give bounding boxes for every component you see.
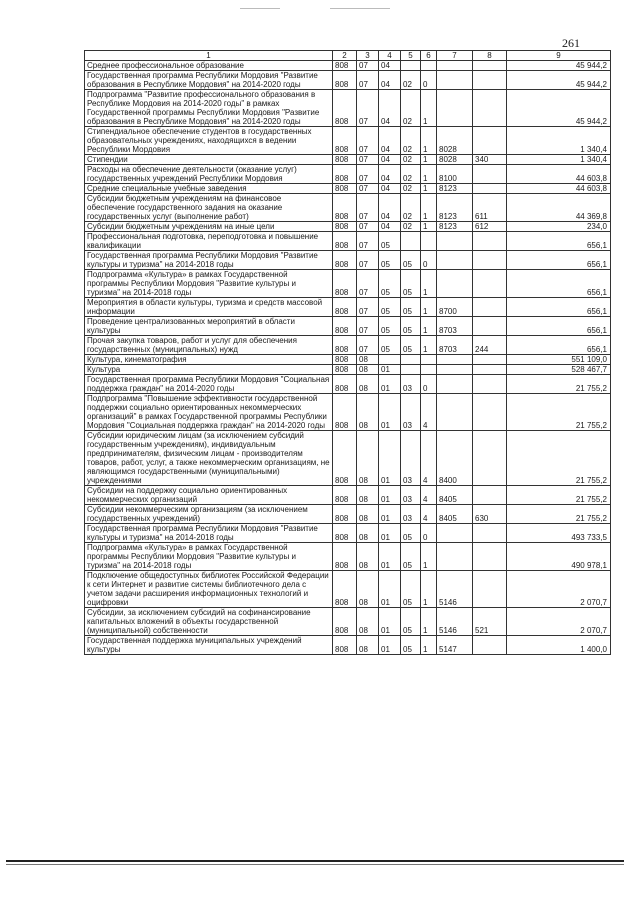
expense-type-code [473,543,507,571]
amount: 234,0 [507,222,611,232]
program-code: 02 [401,184,421,194]
section-code: 07 [357,90,379,127]
target-item-code: 8100 [437,165,473,184]
row-name: Стипендии [85,155,333,165]
expense-type-code [473,90,507,127]
expense-type-code: 612 [473,222,507,232]
section-code: 08 [357,431,379,486]
section-code: 07 [357,184,379,194]
amount: 528 467,7 [507,365,611,375]
expense-type-code [473,355,507,365]
target-item-code [437,90,473,127]
admin-code: 808 [333,505,357,524]
target-item-code: 8028 [437,155,473,165]
section-code: 07 [357,194,379,222]
section-code: 07 [357,270,379,298]
subsection-code: 01 [379,486,401,505]
program-code: 02 [401,222,421,232]
amount: 44 369,8 [507,194,611,222]
expense-type-code: 340 [473,155,507,165]
amount: 656,1 [507,317,611,336]
table-row [85,155,611,165]
admin-code: 808 [333,298,357,317]
page-number: 261 [562,36,580,50]
header-cell: 4 [379,51,401,61]
section-code: 07 [357,165,379,184]
target-item-code: 8123 [437,184,473,194]
admin-code: 808 [333,194,357,222]
amount: 656,1 [507,298,611,317]
subsection-code: 04 [379,165,401,184]
row-name: Подпрограмма «Культура» в рамках Государственной программы Республики Мордовия "Развитие культуры и туризма" на 2014-2018 годы [85,270,333,298]
row-name: Культура, кинематография [85,355,333,365]
subprogram-code: 1 [421,270,437,298]
amount: 2 070,7 [507,608,611,636]
admin-code: 808 [333,184,357,194]
admin-code: 808 [333,61,357,71]
program-code [401,232,421,251]
row-name: Субсидии юридическим лицам (за исключением субсидий государственным учреждениям), индивидуальным предпринимателям, физическим лицам - производителям товаров, работ, услуг, а также некоммерческим организациям, не являющимся государственными (муниципальными) учреждениями [85,431,333,486]
subprogram-code: 1 [421,194,437,222]
row-name: Государственная программа Республики Мордовия "Социальная поддержка граждан" на 2014-2020 годы [85,375,333,394]
section-code: 07 [357,222,379,232]
expense-type-code [473,298,507,317]
table-row [85,608,611,636]
subprogram-code: 1 [421,90,437,127]
admin-code: 808 [333,608,357,636]
table-row [85,505,611,524]
subsection-code: 04 [379,155,401,165]
admin-code: 808 [333,222,357,232]
subprogram-code: 1 [421,317,437,336]
program-code: 03 [401,505,421,524]
expense-type-code: 521 [473,608,507,636]
expense-type-code [473,365,507,375]
target-item-code: 8405 [437,486,473,505]
scan-mark [330,8,390,9]
subprogram-code: 1 [421,636,437,655]
admin-code: 808 [333,232,357,251]
footer-rule-thin [6,864,624,865]
target-item-code [437,71,473,90]
subprogram-code: 4 [421,394,437,431]
row-name: Субсидии на поддержку социально ориентированных некоммерческих организаций [85,486,333,505]
amount: 45 944,2 [507,90,611,127]
target-item-code: 8123 [437,194,473,222]
subsection-code: 01 [379,431,401,486]
program-code: 03 [401,486,421,505]
admin-code: 808 [333,543,357,571]
admin-code: 808 [333,155,357,165]
budget-table [84,50,611,655]
expense-type-code [473,232,507,251]
table-row [85,194,611,222]
subsection-code: 01 [379,505,401,524]
subsection-code: 01 [379,375,401,394]
subprogram-code: 4 [421,505,437,524]
amount: 656,1 [507,232,611,251]
subprogram-code [421,365,437,375]
admin-code: 808 [333,571,357,608]
program-code: 02 [401,165,421,184]
table-row [85,486,611,505]
subprogram-code: 1 [421,543,437,571]
section-code: 07 [357,232,379,251]
amount: 1 340,4 [507,127,611,155]
table-row [85,270,611,298]
target-item-code [437,61,473,71]
header-cell: 6 [421,51,437,61]
row-name: Средние специальные учебные заведения [85,184,333,194]
program-code: 03 [401,431,421,486]
section-code: 07 [357,127,379,155]
program-code: 05 [401,336,421,355]
admin-code: 808 [333,270,357,298]
section-code: 08 [357,365,379,375]
program-code: 02 [401,194,421,222]
subsection-code: 04 [379,127,401,155]
amount: 21 755,2 [507,431,611,486]
target-item-code [437,365,473,375]
amount: 44 603,8 [507,184,611,194]
section-code: 07 [357,251,379,270]
target-item-code: 8028 [437,127,473,155]
table-row [85,571,611,608]
row-name: Расходы на обеспечение деятельности (оказание услуг) государственных учреждений Республики Мордовия [85,165,333,184]
subprogram-code: 0 [421,251,437,270]
subsection-code: 04 [379,90,401,127]
header-cell: 3 [357,51,379,61]
subsection-code: 01 [379,571,401,608]
subprogram-code [421,232,437,251]
row-name: Субсидии, за исключением субсидий на софинансирование капитальных вложений в объекты государственной (муниципальной) собственности [85,608,333,636]
program-code: 03 [401,394,421,431]
expense-type-code [473,636,507,655]
row-name: Профессиональная подготовка, переподготовка и повышение квалификации [85,232,333,251]
header-cell: 1 [85,51,333,61]
expense-type-code [473,524,507,543]
admin-code: 808 [333,355,357,365]
subprogram-code: 1 [421,571,437,608]
subsection-code: 01 [379,608,401,636]
table-row [85,184,611,194]
program-code [401,365,421,375]
subsection-code: 04 [379,184,401,194]
subprogram-code: 1 [421,222,437,232]
section-code: 08 [357,571,379,608]
expense-type-code [473,486,507,505]
subprogram-code: 4 [421,431,437,486]
table-row [85,298,611,317]
row-name: Субсидии бюджетным учреждениям на финансовое обеспечение государственного задания на оказание государственных услуг (выполнение работ) [85,194,333,222]
subprogram-code: 0 [421,375,437,394]
subprogram-code: 1 [421,155,437,165]
target-item-code: 8405 [437,505,473,524]
expense-type-code: 611 [473,194,507,222]
header-cell: 8 [473,51,507,61]
target-item-code [437,375,473,394]
expense-type-code [473,270,507,298]
subsection-code: 05 [379,232,401,251]
admin-code: 808 [333,90,357,127]
scan-mark [240,8,280,9]
row-name: Субсидии бюджетным учреждениям на иные цели [85,222,333,232]
row-name: Субсидии некоммерческим организациям (за исключением государственных учреждений) [85,505,333,524]
target-item-code [437,355,473,365]
subprogram-code: 1 [421,165,437,184]
subsection-code: 05 [379,336,401,355]
section-code: 08 [357,543,379,571]
admin-code: 808 [333,317,357,336]
target-item-code: 8400 [437,431,473,486]
admin-code: 808 [333,524,357,543]
subsection-code: 01 [379,394,401,431]
row-name: Стипендиальное обеспечение студентов в государственных образовательных учреждениях, находящихся в ведении Республики Мордовия [85,127,333,155]
section-code: 08 [357,486,379,505]
program-code: 03 [401,375,421,394]
expense-type-code [473,127,507,155]
table-row [85,375,611,394]
target-item-code [437,543,473,571]
expense-type-code [473,61,507,71]
subsection-code: 05 [379,298,401,317]
row-name: Подпрограмма «Культура» в рамках Государственной программы Республики Мордовия "Развитие культуры и туризма" на 2014-2018 годы [85,543,333,571]
amount: 21 755,2 [507,505,611,524]
row-name: Подключение общедоступных библиотек Российской Федерации к сети Интернет и развитие системы библиотечного дела с учетом задачи расширения информационных технологий и оцифровки [85,571,333,608]
target-item-code: 8123 [437,222,473,232]
header-cell: 7 [437,51,473,61]
admin-code: 808 [333,636,357,655]
table-row [85,524,611,543]
subsection-code: 01 [379,543,401,571]
subsection-code: 01 [379,365,401,375]
expense-type-code [473,375,507,394]
program-code [401,355,421,365]
table-row [85,90,611,127]
target-item-code: 5146 [437,608,473,636]
section-code: 07 [357,71,379,90]
table-row [85,61,611,71]
admin-code: 808 [333,375,357,394]
admin-code: 808 [333,365,357,375]
program-code: 05 [401,251,421,270]
expense-type-code [473,317,507,336]
expense-type-code [473,394,507,431]
subsection-code: 01 [379,636,401,655]
target-item-code [437,232,473,251]
expense-type-code [473,431,507,486]
row-name: Проведение централизованных мероприятий в области культуры [85,317,333,336]
section-code: 07 [357,298,379,317]
amount: 21 755,2 [507,394,611,431]
expense-type-code [473,71,507,90]
target-item-code: 5147 [437,636,473,655]
target-item-code: 5146 [437,571,473,608]
amount: 21 755,2 [507,375,611,394]
amount: 490 978,1 [507,543,611,571]
amount: 551 109,0 [507,355,611,365]
expense-type-code [473,571,507,608]
amount: 21 755,2 [507,486,611,505]
subsection-code: 04 [379,71,401,90]
amount: 1 340,4 [507,155,611,165]
table-row [85,71,611,90]
table-row [85,394,611,431]
table-row [85,317,611,336]
section-code: 08 [357,524,379,543]
table-row [85,636,611,655]
subprogram-code: 1 [421,336,437,355]
section-code: 08 [357,355,379,365]
table-row [85,222,611,232]
program-code [401,61,421,71]
table-row [85,232,611,251]
amount: 656,1 [507,336,611,355]
program-code: 05 [401,298,421,317]
footer-rule [6,860,624,862]
program-code: 05 [401,524,421,543]
subprogram-code: 0 [421,524,437,543]
program-code: 05 [401,571,421,608]
admin-code: 808 [333,71,357,90]
program-code: 02 [401,155,421,165]
section-code: 07 [357,336,379,355]
expense-type-code [473,251,507,270]
expense-type-code [473,184,507,194]
table-row [85,431,611,486]
target-item-code [437,270,473,298]
target-item-code [437,394,473,431]
expense-type-code: 630 [473,505,507,524]
subprogram-code: 1 [421,184,437,194]
row-name: Прочая закупка товаров, работ и услуг для обеспечения государственных (муниципальных) нужд [85,336,333,355]
subsection-code: 05 [379,251,401,270]
table-row [85,365,611,375]
header-cell: 5 [401,51,421,61]
table-row [85,543,611,571]
section-code: 08 [357,375,379,394]
row-name: Государственная программа Республики Мордовия "Развитие культуры и туризма" на 2014-2018 годы [85,524,333,543]
admin-code: 808 [333,486,357,505]
header-cell: 9 [507,51,611,61]
admin-code: 808 [333,165,357,184]
row-name: Культура [85,365,333,375]
target-item-code [437,251,473,270]
row-name: Государственная программа Республики Мордовия "Развитие культуры и туризма" на 2014-2018 годы [85,251,333,270]
subsection-code: 04 [379,222,401,232]
expense-type-code: 244 [473,336,507,355]
header-row [85,51,611,61]
amount: 656,1 [507,270,611,298]
amount: 45 944,2 [507,71,611,90]
amount: 2 070,7 [507,571,611,608]
admin-code: 808 [333,336,357,355]
amount: 493 733,5 [507,524,611,543]
program-code: 02 [401,127,421,155]
row-name: Подпрограмма "Повышение эффективности государственной поддержки социально ориентированных некоммерческих организаций" в рамках Государственной программы Республики Мордовия "Социальная поддержка граждан" на 2014-2020 годы [85,394,333,431]
program-code: 05 [401,608,421,636]
admin-code: 808 [333,251,357,270]
amount: 1 400,0 [507,636,611,655]
table-row [85,336,611,355]
row-name: Государственная поддержка муниципальных учреждений культуры [85,636,333,655]
program-code: 05 [401,543,421,571]
table-row [85,127,611,155]
section-code: 08 [357,394,379,431]
row-name: Подпрограмма "Развитие профессионального образования в Республике Мордовия на 2014-2020 годы" в рамках Государственной программы Республики Мордовия "Развитие образования в Республике Мордовия" на 2014-2020 годы [85,90,333,127]
table-row [85,355,611,365]
program-code: 05 [401,636,421,655]
subprogram-code: 1 [421,298,437,317]
row-name: Мероприятия в области культуры, туризма и средств массовой информации [85,298,333,317]
subprogram-code: 1 [421,127,437,155]
table-row [85,251,611,270]
target-item-code: 8700 [437,298,473,317]
program-code: 05 [401,317,421,336]
table-row [85,165,611,184]
expense-type-code [473,165,507,184]
admin-code: 808 [333,394,357,431]
section-code: 08 [357,505,379,524]
subsection-code: 01 [379,524,401,543]
row-name: Среднее профессиональное образование [85,61,333,71]
admin-code: 808 [333,127,357,155]
program-code: 02 [401,90,421,127]
admin-code: 808 [333,431,357,486]
subsection-code: 04 [379,61,401,71]
section-code: 07 [357,317,379,336]
program-code: 02 [401,71,421,90]
subprogram-code [421,61,437,71]
subprogram-code: 1 [421,608,437,636]
section-code: 07 [357,155,379,165]
amount: 44 603,8 [507,165,611,184]
target-item-code [437,524,473,543]
subsection-code: 04 [379,194,401,222]
subsection-code [379,355,401,365]
subprogram-code: 4 [421,486,437,505]
target-item-code: 8703 [437,317,473,336]
amount: 656,1 [507,251,611,270]
target-item-code: 8703 [437,336,473,355]
row-name: Государственная программа Республики Мордовия "Развитие образования в Республике Мордовия" на 2014-2020 годы [85,71,333,90]
subsection-code: 05 [379,270,401,298]
header-cell: 2 [333,51,357,61]
amount: 45 944,2 [507,61,611,71]
program-code: 05 [401,270,421,298]
subsection-code: 05 [379,317,401,336]
section-code: 08 [357,636,379,655]
subprogram-code: 0 [421,71,437,90]
section-code: 08 [357,608,379,636]
subprogram-code [421,355,437,365]
section-code: 07 [357,61,379,71]
